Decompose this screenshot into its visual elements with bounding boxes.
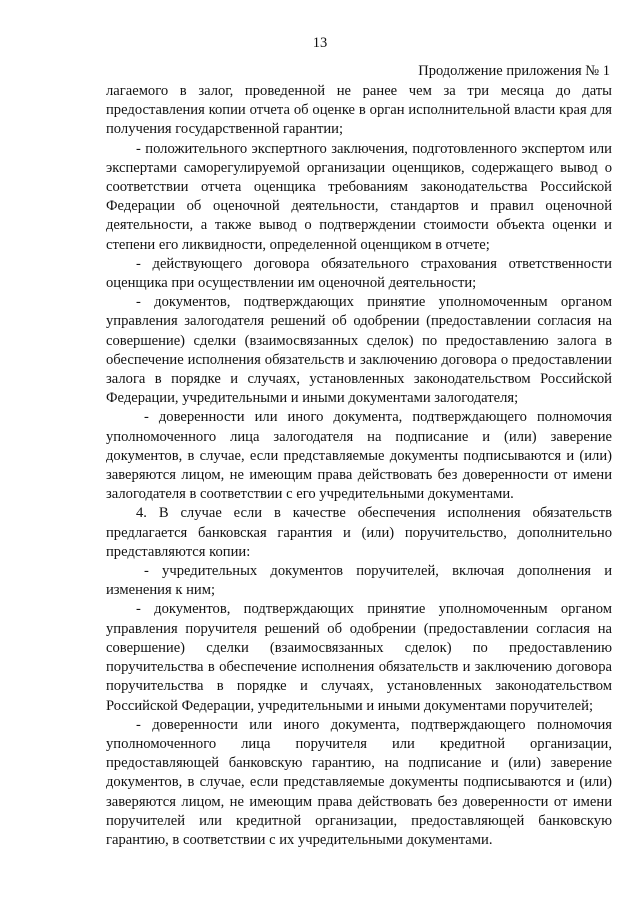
page-number: 13 [312, 35, 328, 51]
paragraph-expert-conclusion: - положительного экспертного заключения, подготовленного экспертом или экспертами саморегулируемой организации оценщиков, содержащего вывод о соответствии отчета оценщика требованиям законодательства Российской Федерации об оценочной деятельности, стандартов и правил оценочной деятельности, а также вывод о подтверждении стоимости объекта оценки и степени его ликвидности, определенной оценщиком в отчете; [106, 140, 612, 253]
paragraph-pledgor-approval-documents: - документов, подтверждающих принятие уполномоченным органом управления залогодателя решений об одобрении (предоставлении согласия на совершение) сделки (взаимосвязанных сделок) по предоставлению залога в обеспечение исполнения обязательств и заключению договора о предоставлении залога в порядке и случаях, установленных законодательством Российской Федерации, учредительными и иными документами залогодателя; [106, 294, 612, 407]
paragraph-guarantor-power-of-attorney: - доверенности или иного документа, подтверждающего полномочия уполномоченного лица поручителя или кредитной организации, предоставляющей банковскую гарантию, на подписание и (или) заверение документов, в случае, если представляемые документы подписываются и (или) заверяются лицом, не имеющим права действовать без доверенности от имени поручителей или кредитной организации, предоставляющей банковскую гарантию, в соответствии с их учредительными документами. [106, 716, 612, 848]
paragraph-continuation: лагаемого в залог, проведенной не ранее чем за три месяца до даты предоставления копии отчета об оценке в орган исполнительной власти края для получения государственной гарантии; [106, 83, 612, 138]
document-body [106, 82, 612, 850]
appendix-continuation-note: Продолжение приложения № 1 [418, 63, 610, 79]
paragraph-pledgor-power-of-attorney: - доверенности или иного документа, подтверждающего полномочия уполномоченного лица залогодателя на подписание и (или) заверение документов, в случае, если представляемые документы подписываются и (или) заверяются лицом, не имеющим права действовать без доверенности от имени залогодателя в соответствии с его учредительными документами. [106, 409, 612, 503]
paragraph-guarantor-constituent-documents: - учредительных документов поручителей, включая дополнения и изменения к ним; [106, 563, 612, 599]
paragraph-insurance-contract: - действующего договора обязательного страхования ответственности оценщика при осуществлении им оценочной деятельности; [106, 255, 612, 292]
paragraph-guarantor-approval-documents: - документов, подтверждающих принятие уполномоченным органом управления поручителя решений об одобрении (предоставлении согласия на совершение) сделки (взаимосвязанных сделок) по предоставлению поручительства в обеспечение исполнения обязательств и заключению договора поручительства в порядке и случаях, установленных законодательством Российской Федерации, учредительными и иными документами поручителей; [106, 601, 612, 714]
paragraph-item-4: 4. В случае если в качестве обеспечения исполнения обязательств предлагается банковская гарантия и (или) поручительство, дополнительно представляются копии: [106, 505, 612, 560]
